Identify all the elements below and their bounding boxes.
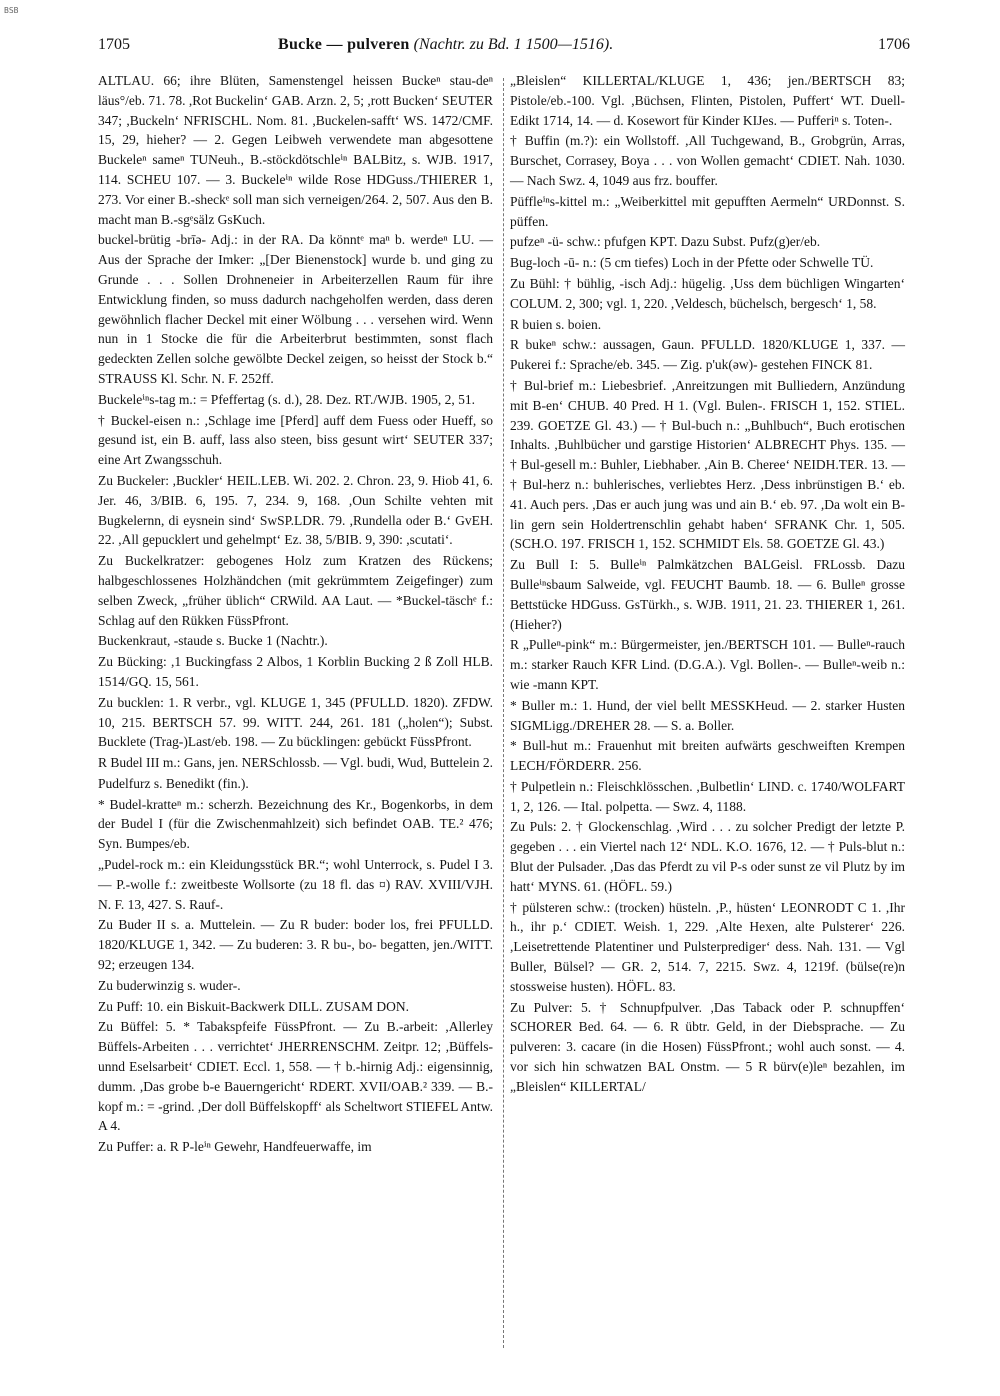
dictionary-entry: buckel-brütig -brīə- Adj.: in der RA. Da könntᵉ maⁿ b. werdeⁿ LU. — Aus der Sprache der Imker: „[Der Bienenstock] wurde b. und ging zu Grunde . . . Sollen Drohneneier in Arbeiterzellen Raum für ihre Entwicklung finden, so muss dadurch nachgeholfen werden, dass deren gewöhnlich flacher Deckel mit einer Wölbung . . . versehen wird. Wenn nun in 1 Stocke die für die Arbeiterbrut bestimmten, sonst flach gedeckten Zellen solche gewölbte Deckel zeigen, so heisst der Stock b.“ STRAUSS Kl. Schr. N. F. 252ff. [98,232,493,386]
dictionary-entry: Zu Buder II s. a. Muttelein. — Zu R buder: boder los, frei PFULLD. 1820/KLUGE 1, 342. — Zu buderen: 3. R bu-, bo- begatten, jen./WITT. 92; erzeugen 134. [98,917,493,973]
dictionary-entry: Zu bucklen: 1. R verbr., vgl. KLUGE 1, 345 (PFULLD. 1820). ZFDW. 10, 215. BERTSCH 57. 99. WITT. 244, 261. 181 („holen“); Subst. Bucklete (Trag-)Last/eb. 198. — Zu bücklingen: gebückt FüssPfront. [98,694,493,750]
dictionary-entry: Pudelfurz s. Benedikt (fin.). [98,775,249,791]
page-header [98,36,910,58]
dictionary-entry: R Budel III m.: Gans, jen. NERSchlossb. — Vgl. budi, Wud, Buttelein 2. [98,755,493,771]
dictionary-entry: R „Pulleⁿ-pink“ m.: Bürgermeister, jen./BERTSCH 101. — Bulleⁿ-rauch m.: starker Rauch KFR Lind. (D.G.A.). Vgl. Bollen-. — Bulleⁿ-weib n.: wie -mann KPT. [510,637,905,692]
page-number-right: 1706 [878,36,910,53]
dictionary-entry: Zu Pulver: 5. † Schnupfpulver. ,Das Taback oder P. schnupffen‘ SCHORER Bed. 64. — 6. R übtr. Geld, in der Diebsprache. — Zu pulveren: 3. cacare (in die Hosen) FüssPfront.; wohl auch sonst. — 4. vor sich hin schwatzen BAL Onstm. — 5 R bürv(e)leⁿ bezahlen, im „Bleislen“ KILLERTAL/ [510,999,905,1094]
running-title [278,36,613,54]
dictionary-entry: Püffleⁱⁿs-kittel m.: „Weiberkittel mit gepufften Aermeln“ URDonnst. S. püffen. [510,193,905,229]
dictionary-entry: R bukeⁿ schw.: aussagen, Gaun. PFULLD. 1820/KLUGE 1, 337. — Pukerei f.: Sprache/eb. 345. — Zig. p'uk(əw)- gestehen FINCK 81. [510,337,905,373]
dictionary-entry: Zu Bühl: † bühlig, -isch Adj.: hügelig. ,Uss dem büchligen Wingarten‘ COLUM. 2, 300; vgl. 1, 220. ,Veldesch, büchelsch, bergesch‘ 1, 58. [510,275,905,311]
dictionary-entry: † Pulpetlein n.: Fleischklösschen. ,Bulbetlin‘ LIND. c. 1740/WOLFART 1, 2, 126. — Ital. polpetta. — Swz. 4, 1188. [510,778,905,814]
dictionary-entry: Buckeleⁱⁿs-tag m.: = Pfeffertag (s. d.), 28. Dez. RT./WJB. 1905, 2, 51. [98,391,475,407]
dictionary-entry: † pülsteren schw.: (trocken) hüsteln. ,P., hüsten‘ LEONRODT C 1. ,Ihr h., ihr p.‘ CDIET. Weish. 1, 229. ,Alte Hexen, alte Pulsterer‘ 226. ,Leisetrettende Platentiner und Pulsterprediger‘ dess. Nah. 131. — Vgl Buller, Bülsel? — GR. 2, 514. 7, 2215. Swz. 4, 1219f. (bülse(re)n stossweise husten). HÖFL. 83. [510,899,905,994]
dictionary-entry: † Bul-brief m.: Liebesbrief. ,Anreitzungen mit Bulliedern, Anzündung mit B-en‘ CHUB. 40 Pred. H 1. (Vgl. Bulen-. FRISCH 1, 152. STIEL. 239. GOETZE Gl. 43.) — † Bul-buch n.: „Buhlbuch“, Buch erotischen Inhalts. ,Buhlbücher und garstige Historien‘ ALBRECHT Phys. 135. — † Bul-gesell m.: Buhler, Liebhaber. ,Ain B. Cheree‘ NEIDH.TER. 13. — † Bul-herz n.: buhlerisches, verliebtes Herz. ,Dess inbrünstigen B.‘ eb. 41. Auch pers. ,Das er auch jung was und ain B.‘ eb. 97. ,Da wolt ein B-lin gern sein Holdertrenschlin gehabt haben‘ SFRANK Chr. 1, 505. (SCH.O. 197. FRISCH 1, 152. SCHMIDT Els. 58. GOETZE Gl. 43.) [510,377,905,552]
dictionary-entry: † Buffin (m.?): ein Wollstoff. ,All Tuchgewand, B., Grobgrün, Arras, Burschet, Corrasey, Boya . . . von Wollen gemacht‘ CDIET. Nah. 1030. — Nach Swz. 4, 1049 aus frz. bouffer. [510,133,905,188]
dictionary-entry: Zu Bücking: ,1 Buckingfass 2 Albos, 1 Korblin Bucking 2 ß Zoll HLB. 1514/GQ. 15, 561. [98,654,493,689]
library-stamp: BSB [4,6,19,15]
page-number-left: 1705 [98,36,130,53]
dictionary-entry: „Bleislen“ KILLERTAL/KLUGE 1, 436; jen./BERTSCH 83; Pistole/eb.-100. Vgl. ,Büchsen, Flinten, Pistolen, Puffert‘ WT. Duell-Edikt 1714, 14. — d. Kosewort für Kinder KIJes. — Pufferiⁿ s. Toten-. [510,73,905,128]
dictionary-entry: pufzeⁿ -ü- schw.: pfufgen KPT. Dazu Subst. Pufz(g)er/eb. [510,234,821,250]
running-title-main: Bucke — pulveren [278,36,410,53]
dictionary-entry: Zu buderwinzig s. wuder-. [98,977,241,993]
dictionary-entry: * Bull-hut m.: Frauenhut mit breiten aufwärts geschweiften Krempen LECH/FÖRDERR. 256. [510,738,905,774]
dictionary-entry: „Pudel-rock m.: ein Kleidungsstück BR.“; wohl Unterrock, s. Pudel I 3. — P.-wolle f.: zweitbeste Wollsorte (zu 18 fl. das ¤) RAV. XVIII/VJH. N. F. 13, 427. S. Rauf-. [98,857,493,912]
left-column [98,70,493,1360]
dictionary-entry: † Buckel-eisen n.: ,Schlage ime [Pferd] auff dem Fuess oder Hueff, so gesund ist, ein B. auff, lass also steen, biss gesunt wirt‘ SEUTER 337; eine Art Zwangsschuh. [98,412,493,468]
right-column [510,70,905,1360]
dictionary-entry: Zu Puls: 2. † Glockenschlag. ,Wird . . . zu solcher Predigt der letzte P. gegeben . . . ein Viertel nach 12‘ NDL. K.O. 1676, 12. — † Puls-blut n.: Blut der Pulsader. ,Das das Pferdt zu vil P-s oder sunst ze vil Plutz by im hatt‘ MYNS. 61. (HÖFL. 59.) [510,819,905,894]
dictionary-entry: Bug-loch -ū- n.: (5 cm tiefes) Loch in der Pfette oder Schwelle TÜ. [510,255,874,271]
dictionary-entry: Zu Büffel: 5. * Tabakspfeife FüssPfront. — Zu B.-arbeit: ,Allerley Büffels-Arbeiten . . . verrichtet‘ JHERRENSCHM. Zeitpr. 12; ,Büffels- unnd Eselsarbeit‘ CDIET. Eccl. 1, 558. — † b.-hirnig Adj.: eigensinnig, dumm. ,Das grobe b-e Bauerngericht‘ RDERT. XVII/OAB.² 339. — B.-kopf m.: = -grind. ,Der doll Büffelskopff‘ als Scheltwort STIEFEL Antw. A 4. [98,1019,493,1134]
running-title-sub: (Nachtr. zu Bd. 1 1500—1516). [413,36,614,53]
column-divider [503,78,504,1348]
dictionary-entry: Zu Bull I: 5. Bulleⁱⁿ Palmkätzchen BALGeisl. FRLossb. Dazu Bulleⁱⁿsbaum Salweide, vgl. FEUCHT Baumb. 18. — 6. Bulleⁿ grosse Bettstücke HDGuss. GsTürkh., s. WJB. 1911, 21. 23. THIERER 1, 261. (Hieher?) [510,557,905,632]
dictionary-entry: ALTLAU. 66; ihre Blüten, Samenstengel heissen Buckeⁿ stau-deⁿ läus°/eb. 71. 78. ,Rot Buckelin‘ GAB. Arzn. 2, 5; ,rott Bucken‘ SEUTER 347; ,Buckeln‘ NFRISCHL. Nom. 81. ,Buckelen-safft‘ WS. 1472/CMF. 15, 29, hieher? — 2. Gegen Leibweh verwendete man abgesottene Buckeleⁿ sameⁿ TUNeuh., B.-stöckdötschleⁱⁿ BALBitz, s. WJB. 1917, 114. SCHEU 107. — 3. Buckeleⁱⁿ wilde Rose HDGuss./THIERER 1, 273. Vor einer B.-sheckᵉ soll man sich verneigen/264. 2, 507. Aus den B. macht man B.-sgᵉsälz GsKuch. [98,73,493,227]
dictionary-entry: Zu Puff: 10. ein Biskuit-Backwerk DILL. ZUSAM DON. [98,998,409,1014]
dictionary-entry: R buien s. boien. [510,316,602,332]
dictionary-entry: Zu Buckelkratzer: gebogenes Holz zum Kratzen des Rückens; halbgeschlossenes Holzhändchen (mit gekrümmtem Zeigefinger) zum selben Zweck, „früher üblich“ CRWild. AA Laut. — *Buckel-täschᵉ f.: Schlag auf den Rükken FüssPfront. [98,553,493,628]
dictionary-entry: Zu Puffer: a. R P-leⁱⁿ Gewehr, Handfeuerwaffe, im [98,1139,372,1155]
dictionary-entry: * Buller m.: 1. Hund, der viel bellt MESSKHeud. — 2. starker Husten SIGMLigg./DREHER 28. — S. a. Boller. [510,697,905,733]
dictionary-entry: Buckenkraut, -staude s. Bucke 1 (Nachtr.). [98,633,328,649]
dictionary-entry: * Budel-kratteⁿ m.: scherzh. Bezeichnung des Kr., Bogenkorbs, in dem der Budel I (für die Zwischenmahlzeit) sich befindet OAB. TE.² 476; Syn. Bumpes/eb. [98,796,493,852]
dictionary-entry: Zu Buckeler: ,Buckler‘ HEIL.LEB. Wi. 202. 2. Chron. 23, 9. Hiob 41, 6. Jer. 46, 3/BIB. 6, 195. 7, 234. 9, 168. ,Oun Schilte vehten mit Bugkelernn, di eysnein sind‘ SwSP.LDR. 79. ,Rundella oder B.‘ GvEH. 22. ,All gepucklert und gehelmpt‘ Ez. 38, 5/BIB. 9, 390: ,scutati‘. [98,472,493,548]
